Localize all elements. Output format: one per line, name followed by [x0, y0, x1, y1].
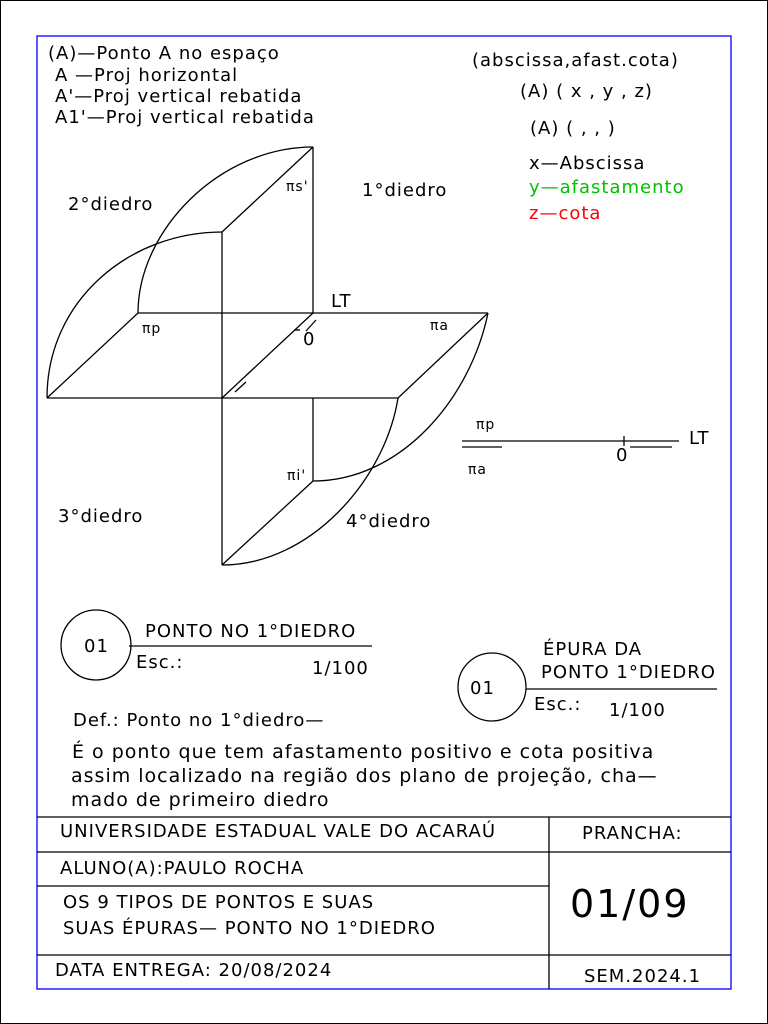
student-name: ALUNO(A):PAULO ROCHA [60, 858, 305, 879]
view-title-2 [458, 638, 717, 721]
label-1-diedro: 1°diedro [362, 180, 448, 201]
university-name: UNIVERSIDADE ESTADUAL VALE DO ACARAÚ [60, 821, 496, 842]
delivery-date: DATA ENTREGA: 20/08/2024 [55, 960, 333, 981]
label-lt: LT [331, 291, 352, 312]
view-title-1 [61, 610, 372, 680]
label-2-diedro: 2°diedro [68, 194, 154, 215]
epura-label-origin: 0 [616, 445, 629, 466]
legend-line-3: A'—Proj vertical rebatida [55, 86, 303, 107]
subject-line-2: SUAS ÉPURAS— PONTO NO 1°DIEDRO [63, 918, 436, 939]
label-pi-i: πi' [287, 468, 307, 484]
view-1-title: PONTO NO 1°DIEDRO [145, 621, 357, 642]
view-2-scale-label: Esc.: [534, 694, 582, 715]
coordinate-notes [472, 50, 685, 224]
coords-y: y—afastamento [529, 177, 685, 198]
epura-label-pi-a: πa [468, 462, 488, 478]
label-3-diedro: 3°diedro [58, 506, 144, 527]
legend-line-4: A1'—Proj vertical rebatida [55, 107, 315, 128]
prancha-label: PRANCHA: [582, 823, 683, 844]
definition-line-3: mado de primeiro diedro [71, 789, 330, 811]
semester: SEM.2024.1 [584, 966, 702, 987]
view-2-title-line-2: PONTO 1°DIEDRO [541, 662, 716, 683]
title-block [37, 817, 731, 989]
label-pi-p: πp [142, 321, 162, 337]
definition-line-1: É o ponto que tem afastamento positivo e cota positiva [72, 741, 655, 763]
legend-line-1: (A)—Ponto A no espaço [48, 43, 280, 64]
view-1-scale: 1/100 [312, 658, 369, 679]
coords-header: (abscissa,afast.cota) [472, 50, 679, 71]
view-2-scale: 1/100 [609, 700, 666, 721]
view-2-number: 01 [470, 678, 495, 699]
view-2-title-line-1: ÉPURA DA [543, 639, 643, 660]
label-pi-a: πa [430, 318, 450, 334]
definition-heading: Def.: Ponto no 1°diedro— [73, 710, 325, 731]
legend [48, 43, 315, 128]
label-pi-s: πs' [286, 179, 309, 195]
sheet-number: 01/09 [570, 882, 690, 926]
left-horizontal-diagonal [47, 313, 138, 398]
label-4-diedro: 4°diedro [346, 511, 432, 532]
diedros-diagram [47, 147, 488, 565]
epura-label-lt: LT [689, 428, 710, 449]
coords-blank: (A) ( , , ) [530, 118, 616, 139]
coords-z: z—cota [529, 203, 602, 224]
coords-template: (A) ( x , y , z) [520, 81, 653, 102]
center-diagonal [222, 313, 316, 398]
legend-line-2: A —Proj horizontal [55, 65, 239, 86]
label-origin: 0 [303, 329, 316, 350]
lower-plane-bottom-edge [222, 481, 313, 565]
definition-line-2: assim localizado na região dos plano de projeção, cha— [71, 765, 658, 787]
subject-line-1: OS 9 TIPOS DE PONTOS E SUAS [63, 892, 375, 913]
coords-x: x—Abscissa [529, 153, 646, 174]
epura-sketch [462, 417, 710, 478]
definition [71, 710, 658, 811]
view-1-scale-label: Esc.: [136, 652, 184, 673]
epura-label-pi-p: πp [476, 417, 496, 433]
view-1-number: 01 [84, 636, 109, 657]
